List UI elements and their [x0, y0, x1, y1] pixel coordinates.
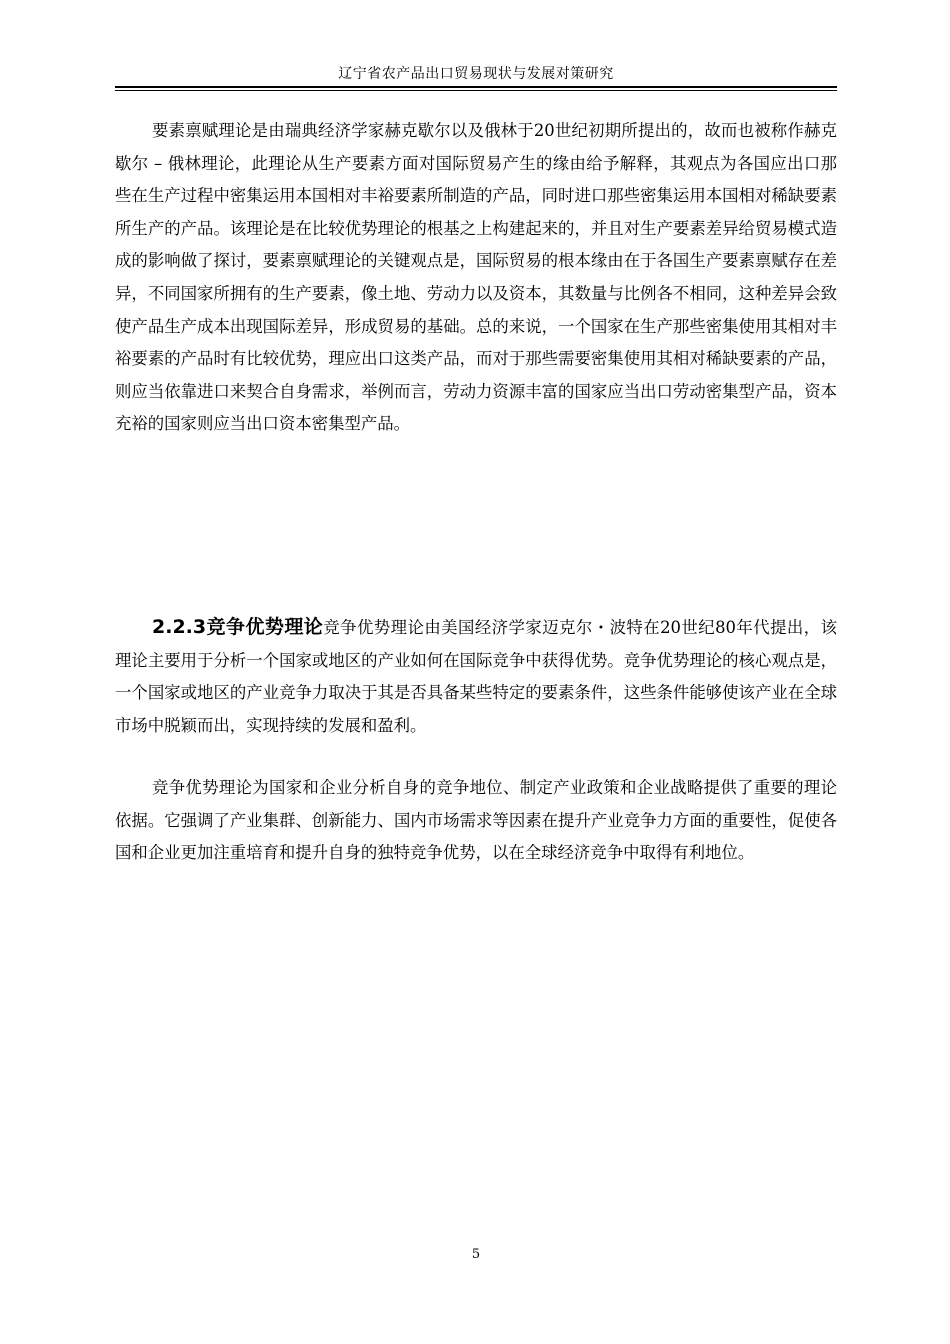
paragraph-competitive-advantage	[115, 611, 837, 742]
header-rule-thick	[115, 86, 837, 88]
paragraph-factor-endowment: 要素禀赋理论是由瑞典经济学家赫克歇尔以及俄林于20世纪初期所提出的，故而也被称作赫克歇尔 – 俄林理论，此理论从生产要素方面对国际贸易产生的缘由给予解释，其观点为各国应出口那些在生产过程中密集运用本国相对丰裕要素所制造的产品，同时进口那些密集运用本国相对稀缺要素所生产的产品。该理论是在比较优势理论的根基之上构建起来的，并且对生产要素差异给贸易模式造成的影响做了探讨，要素禀赋理论的关键观点是，国际贸易的根本缘由在于各国生产要素禀赋存在差异，不同国家所拥有的生产要素，像土地、劳动力以及资本，其数量与比例各不相同，这种差异会致使产品生产成本出现国际差异，形成贸易的基础。总的来说，一个国家在生产那些密集使用其相对丰裕要素的产品时有比较优势，理应出口这类产品，而对于那些需要密集使用其相对稀缺要素的产品，则应当依靠进口来契合自身需求，举例而言，劳动力资源丰富的国家应当出口劳动密集型产品，资本充裕的国家则应当出口资本密集型产品。	[115, 121, 837, 434]
page-number: 5	[471, 1247, 481, 1262]
running-header: 辽宁省农产品出口贸易现状与发展对策研究	[338, 66, 614, 82]
header-rule-thin	[115, 90, 837, 91]
section-heading: 2.2.3竞争优势理论	[152, 616, 324, 638]
paragraph-competitive-advantage-text: 竞争优势理论由美国经济学家迈克尔・波特在20世纪80年代提出，该理论主要用于分析一个国家或地区的产业如何在国际竞争中获得优势。竞争优势理论的核心观点是，一个国家或地区的产业竞争力取决于其是否具备某些特定的要素条件，这些条件能够使该产业在全球市场中脱颖而出，实现持续的发展和盈利。	[115, 618, 837, 735]
paragraph-theory-significance: 竞争优势理论为国家和企业分析自身的竞争地位、制定产业政策和企业战略提供了重要的理论依据。它强调了产业集群、创新能力、国内市场需求等因素在提升产业竞争力方面的重要性，促使各国和企业更加注重培育和提升自身的独特竞争优势，以在全球经济竞争中取得有利地位。	[115, 778, 837, 863]
